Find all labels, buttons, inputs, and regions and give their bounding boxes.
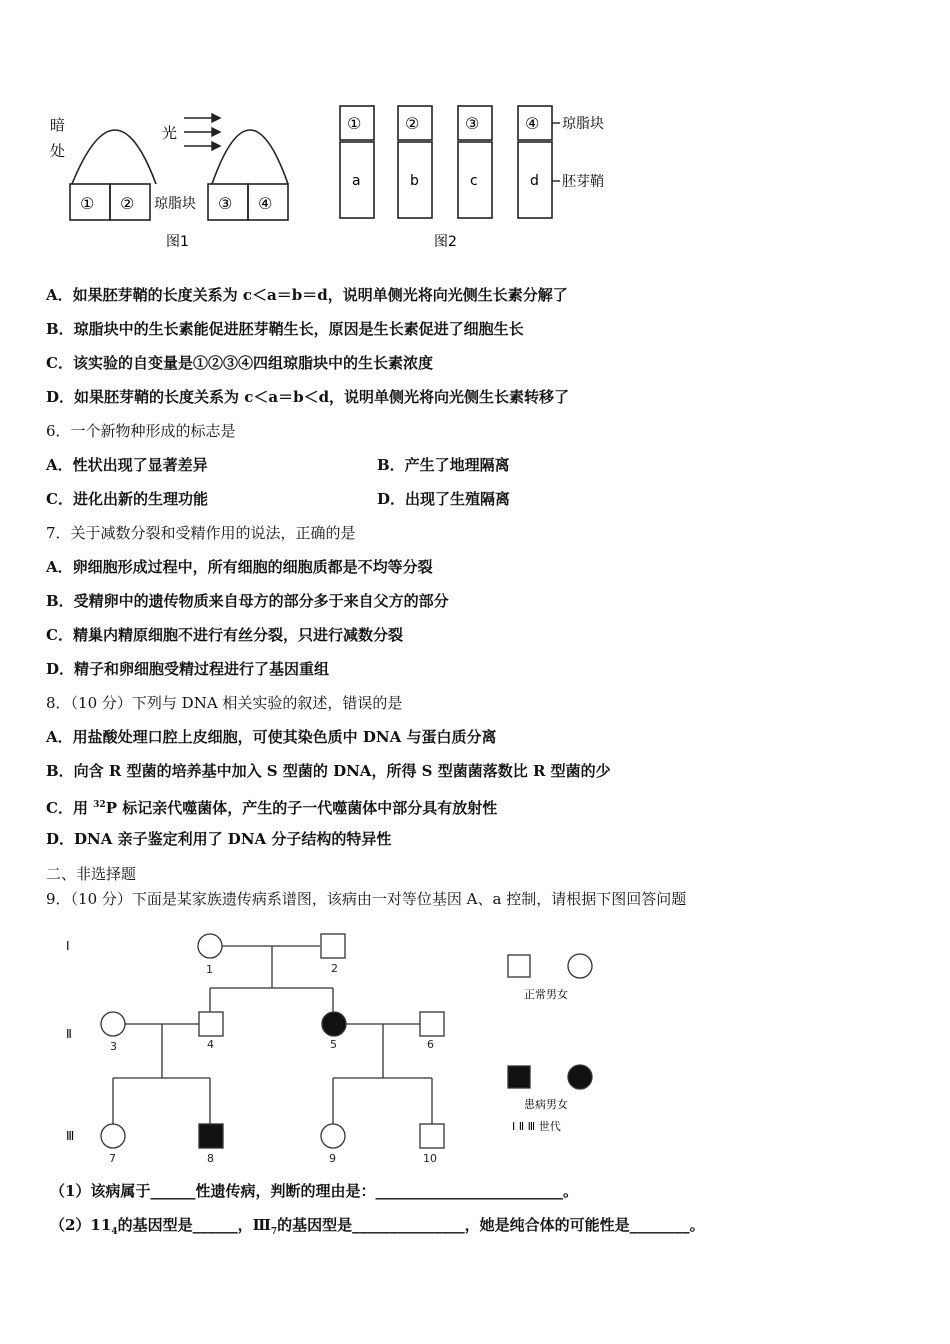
q7-option-a: A．卵细胞形成过程中，所有细胞的细胞质都是不均等分裂: [46, 558, 433, 576]
legend-affected-male: [508, 1066, 530, 1088]
legend-normal-label: 正常男女: [524, 988, 568, 1001]
auxin-experiment-figure: [44, 96, 620, 254]
figure2-group-3: [458, 106, 492, 218]
q5-option-d: D．如果胚芽鞘的长度关系为 c＜a＝b＜d，说明单侧光将向光侧生长素转移了: [46, 388, 570, 406]
individual-6-male-normal: [420, 1012, 444, 1036]
block-3-label: ③: [218, 194, 233, 213]
individual-5-female-affected: [322, 1012, 346, 1036]
individual-7-female-normal: [101, 1124, 125, 1148]
q6-option-b: B．产生了地理隔离: [377, 456, 510, 474]
individual-8-male-affected: [199, 1124, 223, 1148]
q9-stem: 9．（10 分）下面是某家族遗传病系谱图，该病由一对等位基因 A、a 控制，请根据下图回答问题: [46, 890, 687, 908]
q6-stem: 6．一个新物种形成的标志是: [46, 422, 236, 440]
id-5: 5: [330, 1038, 337, 1051]
individual-3-female-normal: [101, 1012, 125, 1036]
q9-sub2-mid: 的基因型是______，Ⅲ: [117, 1216, 271, 1234]
block-4-label: ④: [258, 194, 273, 213]
q8-option-b: B．向含 R 型菌的培养基中加入 S 型菌的 DNA，所得 S 型菌菌落数比 R 型菌的少: [46, 762, 611, 780]
individual-4-male-normal: [199, 1012, 223, 1036]
q5-option-a: A．如果胚芽鞘的长度关系为 c＜a＝b＝d，说明单侧光将向光侧生长素分解了: [46, 286, 568, 304]
individual-10-male-normal: [420, 1124, 444, 1148]
fig2-coleoptile-c: c: [470, 173, 478, 189]
q9-sub2-sub2: 7: [270, 1227, 278, 1237]
q8-option-c-post: P 标记亲代噬菌体，产生的子一代噬菌体中部分具有放射性: [105, 799, 498, 817]
id-4: 4: [207, 1038, 214, 1051]
q7-stem: 7．关于减数分裂和受精作用的说法，正确的是: [46, 524, 356, 542]
figure2-caption: 图2: [434, 234, 457, 250]
q8-stem: 8．（10 分）下列与 DNA 相关实验的叙述，错误的是: [46, 694, 403, 712]
figure2-group-4: [518, 106, 552, 218]
q7-option-b: B．受精卵中的遗传物质来自母方的部分多于来自父方的部分: [46, 592, 449, 610]
figure1-caption: 图1: [166, 234, 189, 250]
id-8: 8: [207, 1152, 214, 1165]
q6-option-c: C．进化出新的生理功能: [46, 490, 208, 508]
q6-option-a: A．性状出现了显著差异: [46, 456, 208, 474]
id-2: 2: [331, 962, 338, 975]
coleoptile-tip-light: [212, 130, 288, 184]
q5-option-b: B．琼脂块中的生长素能促进胚芽鞘生长，原因是生长素促进了细胞生长: [46, 320, 524, 338]
gen-label-1: Ⅰ: [66, 939, 70, 953]
id-10: 10: [423, 1152, 437, 1165]
q9-sub2-post: 的基因型是_______________，她是纯合体的可能性是________。: [277, 1216, 705, 1234]
id-6: 6: [427, 1038, 434, 1051]
legend-affected-label: 患病男女: [524, 1098, 568, 1111]
individual-2-male-normal: [321, 934, 345, 958]
block-2-label: ②: [120, 194, 135, 213]
agar-label-fig1: 琼脂块: [154, 196, 196, 212]
individual-1-female-normal: [198, 934, 222, 958]
q8-option-c-pre: C．用: [46, 799, 94, 817]
q8-option-a: A．用盐酸处理口腔上皮细胞，可使其染色质中 DNA 与蛋白质分离: [46, 728, 497, 746]
q9-sub2-pre: （2）11: [50, 1216, 112, 1234]
figure2-group-2: [398, 106, 432, 218]
q8-option-c-sup: 32: [93, 800, 106, 810]
fig2-block-3: ③: [465, 114, 480, 133]
legend-affected-female: [568, 1065, 592, 1089]
legend-generations-label: Ⅰ Ⅱ Ⅲ 世代: [512, 1120, 561, 1133]
fig2-block-2: ②: [405, 114, 420, 133]
fig2-block-4: ④: [525, 114, 540, 133]
q7-option-d: D．精子和卵细胞受精过程进行了基因重组: [46, 660, 330, 678]
agar-label-fig2: 琼脂块: [562, 116, 604, 132]
q9-subquestion-2: [50, 1215, 705, 1242]
figure2-group-1: [340, 106, 374, 218]
dark-label-1: 暗: [50, 116, 66, 134]
section-title: 二、非选择题: [46, 865, 137, 883]
id-1: 1: [206, 963, 213, 976]
block-1-label: ①: [80, 194, 95, 213]
q9-sub2-sub1: 4: [111, 1227, 118, 1237]
q8-option-d: D．DNA 亲子鉴定利用了 DNA 分子结构的特异性: [46, 830, 392, 848]
gen-label-2: Ⅱ: [66, 1027, 72, 1041]
q8-option-c: [46, 795, 497, 818]
q7-option-c: C．精巢内精原细胞不进行有丝分裂，只进行减数分裂: [46, 626, 403, 644]
gen-label-3: Ⅲ: [66, 1129, 75, 1143]
coleoptile-tip-dark: [72, 130, 156, 184]
fig2-coleoptile-b: b: [410, 173, 419, 189]
fig2-block-1: ①: [347, 114, 362, 133]
individual-9-female-normal: [321, 1124, 345, 1148]
id-7: 7: [109, 1152, 116, 1165]
dark-label-2: 处: [50, 142, 66, 160]
light-label: 光: [162, 124, 178, 142]
id-9: 9: [329, 1152, 336, 1165]
q5-option-c: C．该实验的自变量是①②③④四组琼脂块中的生长素浓度: [46, 354, 433, 372]
legend-normal-female: [568, 954, 592, 978]
q6-option-d: D．出现了生殖隔离: [377, 490, 511, 508]
light-arrows: [184, 114, 220, 150]
fig2-coleoptile-a: a: [352, 173, 361, 189]
legend-normal-male: [508, 955, 530, 977]
coleoptile-label-fig2: 胚芽鞘: [562, 174, 604, 190]
fig2-coleoptile-d: d: [530, 173, 539, 189]
id-3: 3: [110, 1040, 117, 1053]
q9-subquestion-1: （1）该病属于______性遗传病，判断的理由是：_________________________。: [50, 1182, 578, 1200]
pedigree-chart: [58, 922, 638, 1168]
